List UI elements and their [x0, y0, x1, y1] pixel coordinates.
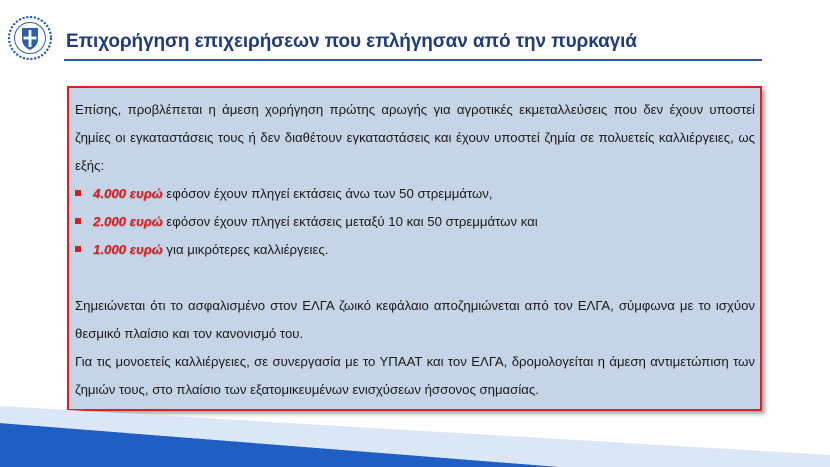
title-underline — [64, 59, 762, 61]
square-bullet-icon — [75, 218, 81, 224]
list-item — [75, 236, 755, 264]
spacer — [75, 264, 755, 292]
list-item — [75, 180, 755, 208]
aid-condition: για μικρότερες καλλιέργειες. — [162, 242, 329, 257]
content-panel — [67, 86, 762, 411]
square-bullet-icon — [75, 190, 81, 196]
list-item — [75, 208, 755, 236]
insurance-note: Σημειώνεται ότι το ασφαλισμένο στον ΕΛΓΑ ζωικό κεφάλαιο αποζημιώνεται από τον ΕΛΓΑ, σύμφωνα με το ισχύον θεσμικό πλαίσιο και τον κανονισμό του. — [75, 298, 755, 341]
greek-coat-of-arms-icon — [7, 15, 53, 61]
aid-condition: εφόσον έχουν πληγεί εκτάσεις άνω των 50 στρεμμάτων, — [162, 186, 493, 201]
slide-title: Επιχορήγηση επιχειρήσεων που επλήγησαν από την πυρκαγιά — [66, 31, 637, 52]
aid-amount: 4.000 ευρώ — [93, 186, 163, 201]
annual-crops-note: Για τις μονοετείς καλλιέργειες, σε συνεργασία με το ΥΠΑΑΤ και τον ΕΛΓΑ, δρομολογείται η άμεση αντιμετώπιση των ζημιών τους, στο πλαίσιο των εξατομικευμένων ενισχύσεων ήσσονος σημασίας. — [75, 354, 755, 397]
aid-amount: 1.000 ευρώ — [93, 242, 163, 257]
square-bullet-icon — [75, 246, 81, 252]
footer-decoration — [0, 398, 830, 467]
aid-amount: 2.000 ευρώ — [93, 214, 163, 229]
aid-condition: εφόσον έχουν πληγεί εκτάσεις μεταξύ 10 και 50 στρεμμάτων και — [162, 214, 538, 229]
intro-paragraph: Επίσης, προβλέπεται η άμεση χορήγηση πρώτης αρωγής για αγροτικές εκμεταλλεύσεις που δεν έχουν υποστεί ζημίες οι εγκαταστάσεις τους ή δεν διαθέτουν εγκαταστάσεις και έχουν υποστεί ζημία σε πολυετείς καλλιέργειες, ως εξής: — [75, 102, 755, 173]
aid-amount-list — [75, 180, 755, 264]
